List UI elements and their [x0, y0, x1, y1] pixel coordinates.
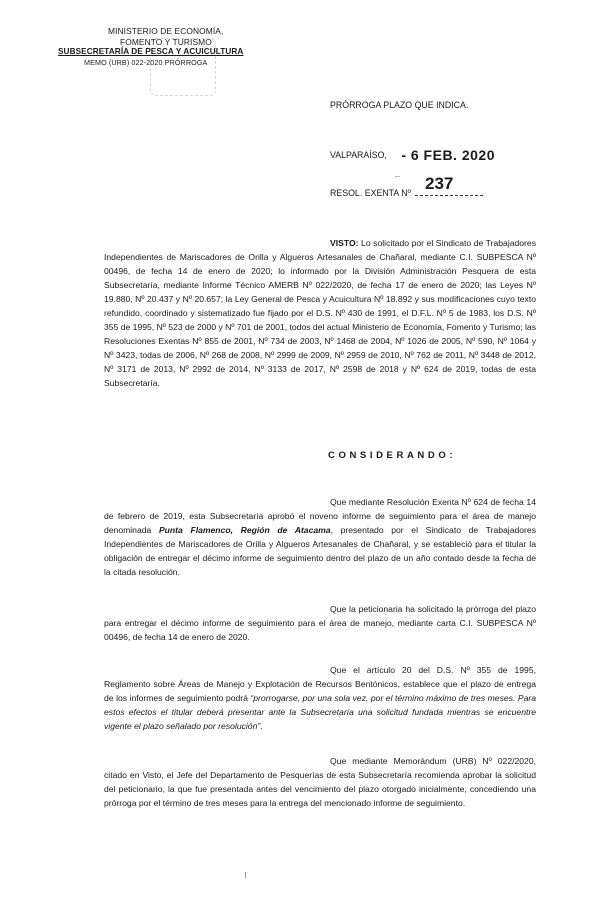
resolution-subject: PRÓRROGA PLAZO QUE INDICA. [330, 100, 469, 110]
p4-text: Que mediante Memorándum (URB) Nº 022/2020, citado en Visto, el Jefe del Departamento de Pesquerías de esta Subsecretaría recomienda aprobar la solicitud del peticionario, la que fue presentada antes del vencimiento del plazo otorgado inicialmente, concediendo una prórroga por el término de tres meses para la entrega del mencionado informe de seguimiento. [104, 756, 536, 808]
considerando-paragraph-4 [104, 754, 536, 810]
visto-paragraph [104, 236, 536, 390]
resolution-number: 237 [425, 174, 454, 193]
considerando-paragraph-2 [104, 602, 536, 644]
resolution-label: RESOL. EXENTA Nº [330, 188, 411, 198]
stamped-date: - 6 FEB. 2020 [401, 147, 495, 163]
ministry-subtitle: FOMENTO Y TURISMO [120, 36, 212, 47]
resolution-number-line [330, 174, 483, 198]
considerando-heading: CONSIDERANDO: [328, 450, 457, 461]
p3-quote: “prorrogarse, por una sola vez, por el término máximo de tres meses. Para estos efectos el titular deberá presentar ante la Subsecretaría una solicitud fundada mientras se encuentre vigente el plazo señalado por resolución” [104, 693, 536, 731]
visto-text: Lo solicitado por el Sindicato de Trabajadores Independientes de Mariscadores de Orilla y Algueros Artesanales de Chañaral, mediante C.I. SUBPESCA Nº 00496, de fecha 14 de enero de 2020; lo informado por la División Administración Pesquera de esta Subsecretaría, mediante Informe Técnico AMERB Nº 022/2020, de fecha 17 de enero de 2020; las Leyes Nº 19.880, Nº 20.437 y Nº 20.657; la Ley General de Pesca y Acuicultura Nº 18.892 y sus modificaciones cuyo texto refundido, coordinado y sistematizado fue fijado por el D.S. Nº 430 de 1991, el D.F.L. Nº 5 de 1983, los D.S. Nº 355 de 1995, Nº 523 de 2000 y Nº 701 de 2001, todos del actual Ministerio de Economía, Fomento y Turismo; las Resoluciones Exentas Nº 855 de 2001, Nº 734 de 2003, Nº 1468 de 2004, Nº 1026 de 2005, Nº 590, Nº 1064 y Nº 3423, todas de 2006, Nº 268 de 2008, Nº 2999 de 2009, Nº 2959 de 2010, Nº 762 de 2011, Nº 3448 de 2012, Nº 3171 de 2013, Nº 2992 de 2014, Nº 3133 de 2017, Nº 2598 de 2018 y Nº 624 de 2019, todas de esta Subsecretaría. [104, 238, 536, 388]
p1-text-a: Que mediante Resolución Exenta Nº 624 de fecha 14 de febrero de 2019, esta Subsecretaría aprobó el noveno informe de seguimiento para el área de manejo denominada [104, 497, 536, 535]
faded-seal [150, 38, 216, 96]
subsecretaria-name: SUBSECRETARÍA DE PESCA Y ACUICULTURA [58, 47, 244, 56]
memo-reference: MEMO (URB) 022-2020 PRÓRROGA [84, 57, 208, 67]
considerando-paragraph-3 [104, 663, 536, 733]
p3-text-b: . [260, 721, 263, 731]
p1-area-name: Punta Flamenco, Región de Atacama [158, 525, 331, 535]
p3-text-a: Que el artículo 20 del D.S. Nº 355 de 1995, Reglamento sobre Áreas de Manejo y Explotación de Recursos Bentónicos, establece que el plazo de entrega de los informes de seguimiento podrá [104, 665, 536, 703]
ministry-name: MINISTERIO DE ECONOMÍA, [108, 26, 224, 36]
p2-text: Que la peticionaria ha solicitado la prórroga del plazo para entregar el décimo informe de seguimiento para el área de manejo, mediante carta C.I. SUBPESCA Nº 00496, de fecha 14 de enero de 2020. [104, 604, 536, 642]
p1-text-b: , presentado por el Sindicato de Trabajadores Independientes de Mariscadores de Orilla y Algueros Artesanales de Chañaral, y se estableció para el titular la obligación de entregar el décimo informe de seguimiento dentro del plazo de un año contado desde la fecha de la citada resolución. [104, 525, 536, 577]
number-underline [415, 195, 483, 196]
page-mark [245, 872, 246, 878]
city-label: VALPARAÍSO, [330, 150, 387, 160]
visto-heading: VISTO: [330, 238, 359, 248]
small-mark: — [395, 174, 400, 180]
place-date [330, 145, 495, 161]
considerando-paragraph-1 [104, 495, 536, 579]
